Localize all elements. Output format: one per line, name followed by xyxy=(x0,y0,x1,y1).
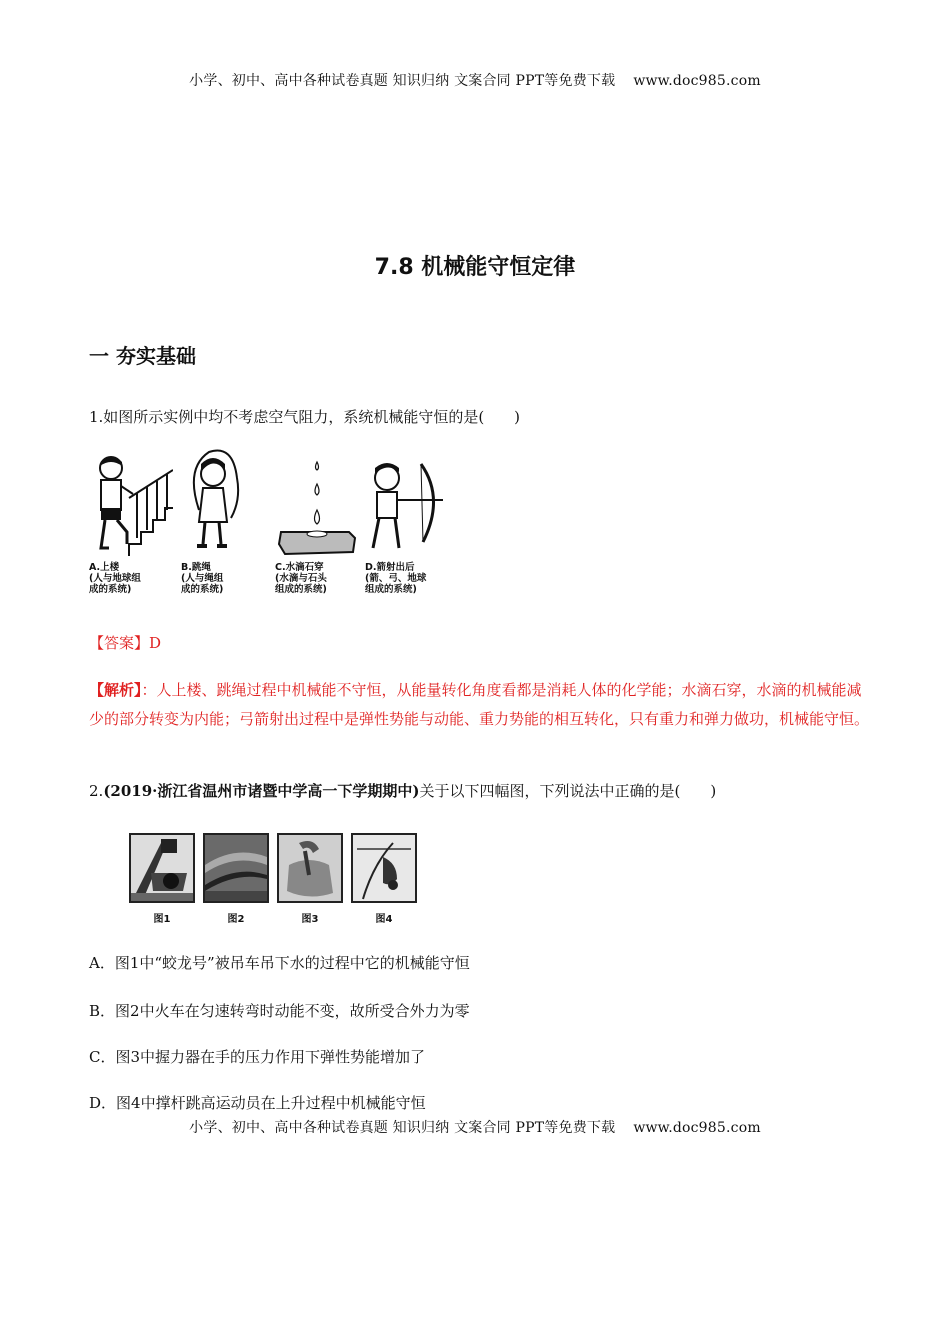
option-c: C．图3中握力器在手的压力作用下弹性势能增加了 xyxy=(89,1048,426,1066)
question-2-text: 2.(2019·浙江省温州市诸暨中学高一下学期期中)关于以下四幅图，下列说法中正确的是( ) xyxy=(89,782,717,800)
water-drop-stone-illustration xyxy=(275,448,359,560)
jump-rope-illustration xyxy=(181,448,265,560)
photo-caption-3: 图3 xyxy=(301,914,319,925)
photo-caption-1: 图1 xyxy=(153,914,171,925)
analysis-text xyxy=(89,676,869,734)
option-d: D．图4中撑杆跳高运动员在上升过程中机械能守恒 xyxy=(89,1094,426,1112)
figure-caption: D.箭射出后 (箭、弓、地球 组成的系统) xyxy=(365,562,427,595)
footer-text: 小学、初中、高中各种试卷真题 知识归纳 文案合同 PPT等免费下载 xyxy=(189,1120,616,1136)
figure-archer xyxy=(365,448,449,603)
photo-caption-2: 图2 xyxy=(227,914,245,925)
footer-url[interactable]: www.doc985.com xyxy=(633,1120,761,1136)
question-1-figure xyxy=(89,448,449,603)
question-1-text: 1.如图所示实例中均不考虑空气阻力，系统机械能守恒的是( ) xyxy=(89,408,521,426)
photo-caption-4: 图4 xyxy=(375,914,393,925)
archer-illustration xyxy=(365,448,449,560)
option-b: B．图2中火车在匀速转弯时动能不变，故所受合外力为零 xyxy=(89,1002,470,1020)
answer-text: 【答案】D xyxy=(89,634,162,652)
analysis-label: 【解析】 xyxy=(89,681,142,699)
header-text: 小学、初中、高中各种试卷真题 知识归纳 文案合同 PPT等免费下载 xyxy=(189,73,616,89)
option-a: A．图1中“蛟龙号”被吊车吊下水的过程中它的机械能守恒 xyxy=(89,954,470,972)
section-heading: 一 夯实基础 xyxy=(89,344,196,368)
photo-4-pole-vault xyxy=(351,833,417,903)
question-2-source: (2019·浙江省温州市诸暨中学高一下学期期中) xyxy=(103,782,420,800)
photo-3-grip xyxy=(277,833,343,903)
figure-caption: C.水滴石穿 (水滴与石头 组成的系统) xyxy=(275,562,327,595)
page-title: 7.8 机械能守恒定律 xyxy=(374,255,576,280)
figure-water-stone xyxy=(275,448,359,603)
stairs-climber-illustration xyxy=(89,448,173,560)
photo-2-train xyxy=(203,833,269,903)
analysis-body: ：人上楼、跳绳过程中机械能不守恒，从能量转化角度看都是消耗人体的化学能；水滴石穿，水滴的机械能减少的部分转变为内能；弓箭射出过程中是弹性势能与动能、重力势能的相互转化，只有重力和弹力做功，机械能守恒。 xyxy=(89,681,870,728)
photo-1-crane xyxy=(129,833,195,903)
page-footer xyxy=(0,1117,950,1137)
header-url[interactable]: www.doc985.com xyxy=(633,73,761,89)
figure-stairs xyxy=(89,448,173,603)
figure-jump-rope xyxy=(181,448,265,603)
figure-caption: B.跳绳 (人与绳组 成的系统) xyxy=(181,562,224,595)
question-2-figure xyxy=(129,833,429,933)
page-header xyxy=(0,70,950,90)
figure-caption: A.上楼 (人与地球组 成的系统) xyxy=(89,562,141,595)
